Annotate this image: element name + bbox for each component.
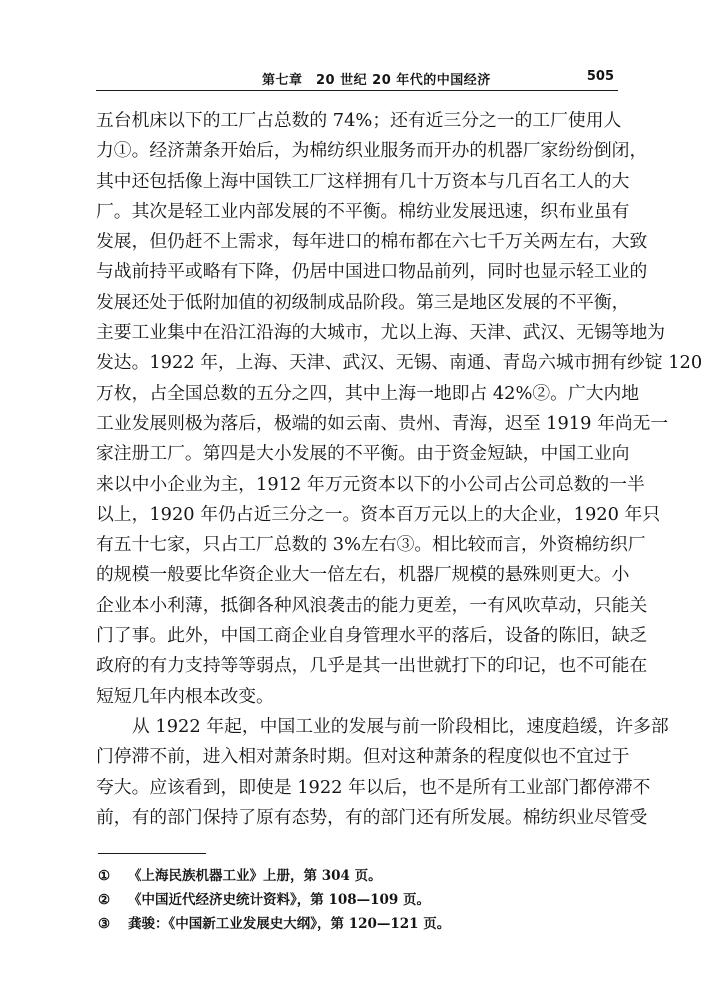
paragraph-start-line: 从 1922 年起，中国工业的发展与前一阶段相比，速度趋缓，许多部 xyxy=(132,715,669,737)
chapter-title: 第七章 20 世纪 20 年代的中国经济 xyxy=(262,73,491,88)
text-line: 发达。1922 年，上海、天津、武汉、无锡、南通、青岛六城市拥有纱锭 120 xyxy=(96,352,702,374)
text-line: 企业本小利薄，抵御各种风浪袭击的能力更差，一有风吹草动，只能关 xyxy=(96,594,648,616)
text-line: 工业发展则极为落后，极端的如云南、贵州、青海，迟至 1919 年尚无一 xyxy=(96,412,669,434)
text-line: 厂。其次是轻工业内部发展的不平衡。棉纺业发展迅速，织布业虽有 xyxy=(96,200,630,222)
text-line: 发展还处于低附加值的初级制成品阶段。第三是地区发展的不平衡， xyxy=(96,291,630,313)
text-line: 力①。经济萧条开始后，为棉纺织业服务而开办的机器厂家纷纷倒闭， xyxy=(96,140,648,162)
footnote-text: 龚骏：《中国新工业发展史大纲》，第 120—121 页。 xyxy=(128,916,451,932)
text-line: 五台机床以下的工厂占总数的 74%；还有近三分之一的工厂使用人 xyxy=(96,110,622,131)
text-line: 以上，1920 年仍占近三分之一。资本百万元以上的大企业，1920 年只 xyxy=(96,503,661,525)
text-line: 门了事。此外，中国工商企业自身管理水平的落后，设备的陈旧，缺乏 xyxy=(96,625,648,647)
text-line: 夸大。应该看到，即使是 1922 年以后，也不是所有工业部门都停滞不 xyxy=(96,776,651,798)
footnote-text: 《中国近代经济史统计资料》，第 108—109 页。 xyxy=(128,892,431,908)
text-line: 家注册工厂。第四是大小发展的不平衡。由于资金短缺，中国工业向 xyxy=(96,443,630,465)
body-text xyxy=(96,106,702,833)
text-line: 政府的有力支持等等弱点，几乎是其一出世就打下的印记，也不可能在 xyxy=(96,655,648,677)
footnote-text: 《上海民族机器工业》上册，第 304 页。 xyxy=(128,868,382,884)
footnote-item xyxy=(98,864,518,888)
text-line: 其中还包括像上海中国铁工厂这样拥有几十万资本与几百名工人的大 xyxy=(96,170,630,192)
text-line: 前，有的部门保持了原有态势，有的部门还有所发展。棉纺织业尽管受 xyxy=(96,806,648,828)
text-line: 有五十七家，只占工厂总数的 3%左右③。相比较而言，外资棉纺织厂 xyxy=(96,534,646,556)
text-line: 来以中小企业为主，1912 年万元资本以下的小公司占公司总数的一半 xyxy=(96,473,645,495)
running-header xyxy=(96,64,618,91)
paragraph-end-line: 短短几年内根本改变。 xyxy=(96,685,274,707)
footnotes xyxy=(98,864,518,936)
footnote-marker: ③ xyxy=(98,916,111,932)
footnote-marker: ① xyxy=(98,868,111,884)
footnote-divider xyxy=(98,853,206,854)
page-number: 505 xyxy=(586,69,614,84)
text-line: 主要工业集中在沿江沿海的大城市，尤以上海、天津、武汉、无锡等地为 xyxy=(96,322,666,344)
footnote-item xyxy=(98,912,518,936)
text-line: 的规模一般要比华资企业大一倍左右，机器厂规模的悬殊则更大。小 xyxy=(96,564,630,586)
text-line: 门停滞不前，进入相对萧条时期。但对这种萧条的程度似也不宜过于 xyxy=(96,746,630,768)
footnote-item xyxy=(98,888,518,912)
text-line: 发展，但仍赶不上需求，每年进口的棉布都在六七千万关两左右，大致 xyxy=(96,231,648,253)
footnote-marker: ② xyxy=(98,892,111,908)
text-line: 与战前持平或略有下降，仍居中国进口物品前列，同时也显示轻工业的 xyxy=(96,261,648,283)
text-line: 万枚，占全国总数的五分之四，其中上海一地即占 42%②。广大内地 xyxy=(96,382,640,404)
